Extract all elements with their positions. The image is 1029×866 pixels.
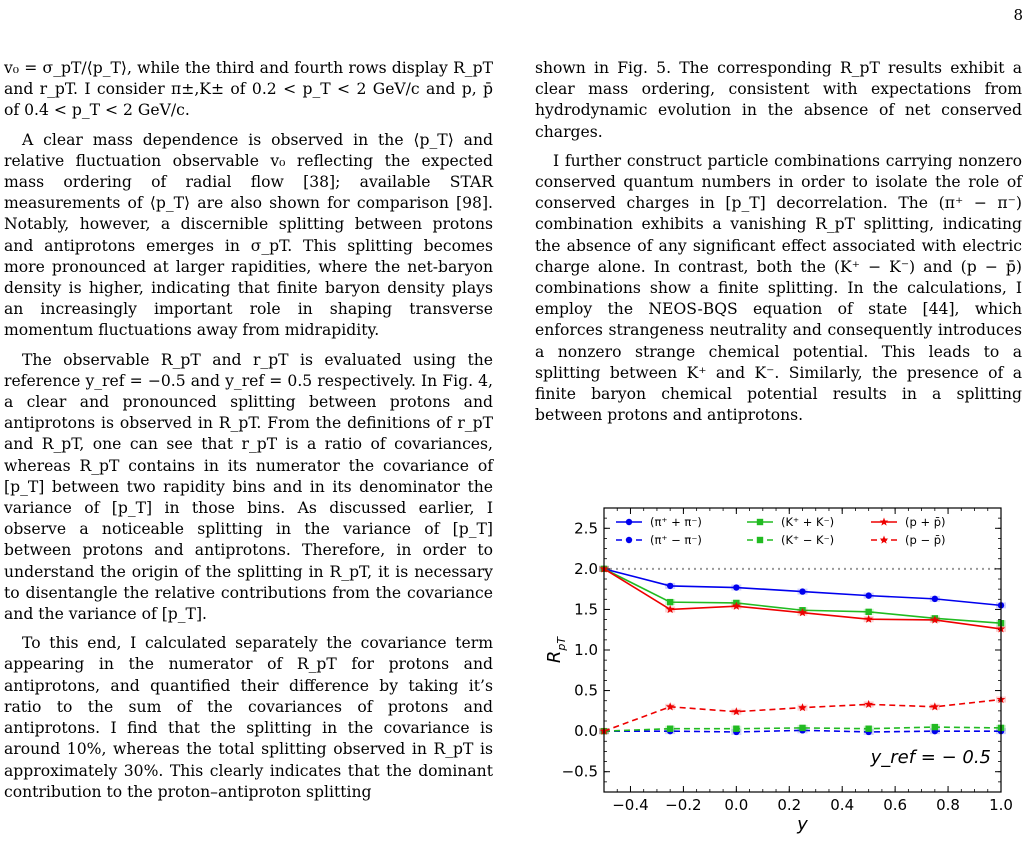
- right-paragraph-2: I further construct particle combinations carrying nonzero conserved quantum numbers in order to isolate the role of conserved charges in [p_T] decorrelation. The (π⁺ − π⁻) combination exhibits a vanishing R_pT splitting, indicating the absence of any significant effect associated with electric charge alone. In contrast, both the (K⁺ − K⁻) and (p − p̄) combinations show a finite splitting. In the calculations, I employ the NEOS-BQS equation of state [44], which enforces strangeness neutrality and consequently introduces a nonzero strange chemical potential. This leads to a splitting between K⁺ and K⁻. Similarly, the presence of a finite baryon chemical potential results in a splitting between protons and antiprotons.: [535, 151, 1022, 425]
- y-tick-label: 2.0: [574, 559, 598, 578]
- x-tick-label: 1.0: [989, 796, 1013, 814]
- x-tick-label: −0.4: [612, 796, 649, 814]
- x-tick-label: 0.0: [724, 796, 749, 814]
- series-point-0: [865, 592, 871, 598]
- left-paragraph-3: The observable R_pT and r_pT is evaluated using the reference y_ref = −0.5 and y_ref = 0.5 respectively. In Fig. 4, a clear and pronounced splitting between protons and antiprotons is observed in R_pT. From the definitions of r_pT and R_pT, one can see that r_pT is a ratio of covariances, whereas R_pT contains in its numerator the covariance of [p_T] between two rapidity bins and in its denominator the variance of [p_T] in those bins. As discussed earlier, I observe a noticeable splitting in the variance of [p_T] between protons and antiprotons. Therefore, in order to understand the origin of the splitting in R_pT, it is necessary to disentangle the relative contributions from the covariance and the variance of [p_T].: [4, 350, 493, 624]
- legend-label-3: (K⁺ − K⁻): [781, 533, 835, 547]
- series-point-3: [667, 726, 673, 732]
- series-point-0: [799, 588, 805, 594]
- legend-label-4: (p + p̄): [905, 515, 946, 529]
- x-tick-label: 0.6: [883, 796, 908, 814]
- y-tick-label: 1.5: [574, 600, 598, 619]
- series-point-3: [865, 726, 871, 732]
- legend-label-0: (π⁺ + π⁻): [650, 515, 702, 529]
- series-point-3: [932, 724, 938, 730]
- series-point-2: [667, 599, 673, 605]
- legend-marker-3: [757, 537, 763, 543]
- left-paragraph-4: To this end, I calculated separately the covariance term appearing in the numerator of R_pT for protons and antiprotons, and quantified their difference by taking it’s ratio to the sum of the covariances of protons and antiprotons. I find that the splitting in the covariance is around 10%, whereas the total splitting observed in R_pT is approximately 30%. This clearly indicates that the dominant contribution to the proton–antiproton splitting: [4, 634, 493, 801]
- y-tick-label: 1.0: [574, 641, 598, 659]
- yref-annotation: y_ref = − 0.5: [870, 747, 991, 768]
- legend-marker-5: [880, 536, 889, 544]
- x-axis-label: y: [797, 814, 808, 835]
- series-point-0: [667, 583, 673, 589]
- legend-marker-4: [880, 518, 889, 526]
- series-point-3: [799, 725, 805, 731]
- series-line-0: [604, 569, 1001, 606]
- right-column: [535, 58, 1022, 426]
- x-tick-label: 0.2: [777, 796, 802, 814]
- left-column: [4, 58, 493, 803]
- x-tick-label: −0.2: [665, 796, 702, 814]
- left-paragraph-2: A clear mass dependence is observed in the ⟨p_T⟩ and relative fluctuation observable v₀ reflecting the expected mass ordering of radial flow [38]; available STAR measurements of ⟨p_T⟩ are also shown for comparison [98]. Notably, however, a discernible splitting between protons and antiprotons emerges in σ_pT. This splitting becomes more pronounced at larger rapidities, where the net-baryon density is higher, indicating that finite baryon density plays an increasingly important role in shaping transverse momentum fluctuations away from midrapidity.: [4, 130, 493, 340]
- series-point-0: [932, 596, 938, 602]
- y-tick-label: 0.5: [574, 681, 598, 700]
- series-point-2: [865, 609, 871, 615]
- left-paragraph-1: v₀ = σ_pT/⟨p_T⟩, while the third and fourth rows display R_pT and r_pT. I consider π±,K± of 0.2 < p_T < 2 GeV/c and p, p̄ of 0.4 < p_T < 2 GeV/c.: [4, 59, 493, 120]
- legend-label-5: (p − p̄): [905, 533, 946, 547]
- y-tick-label: −0.5: [561, 762, 598, 781]
- x-tick-label: 0.8: [936, 796, 960, 814]
- y-tick-label: 0.0: [574, 722, 598, 741]
- x-tick-label: 0.4: [830, 796, 855, 814]
- chart-svg: [528, 496, 1029, 862]
- right-paragraph-1: shown in Fig. 5. The corresponding R_pT results exhibit a clear mass ordering, consistent with expectations from hydrodynamic evolution in the absence of net conserved charges.: [535, 59, 1022, 141]
- y-tick-label: 2.5: [574, 519, 598, 538]
- legend-marker-1: [626, 537, 632, 543]
- legend-label-2: (K⁺ + K⁻): [781, 515, 835, 529]
- legend-marker-0: [626, 519, 632, 525]
- legend-marker-2: [757, 519, 763, 525]
- page-number: 8: [1013, 6, 1023, 24]
- figure-chart: [528, 496, 1029, 862]
- series-point-3: [733, 726, 739, 732]
- series-point-0: [733, 584, 739, 590]
- y-axis-label: $R_{pT}$: [544, 636, 568, 664]
- legend-label-1: (π⁺ − π⁻): [650, 533, 702, 547]
